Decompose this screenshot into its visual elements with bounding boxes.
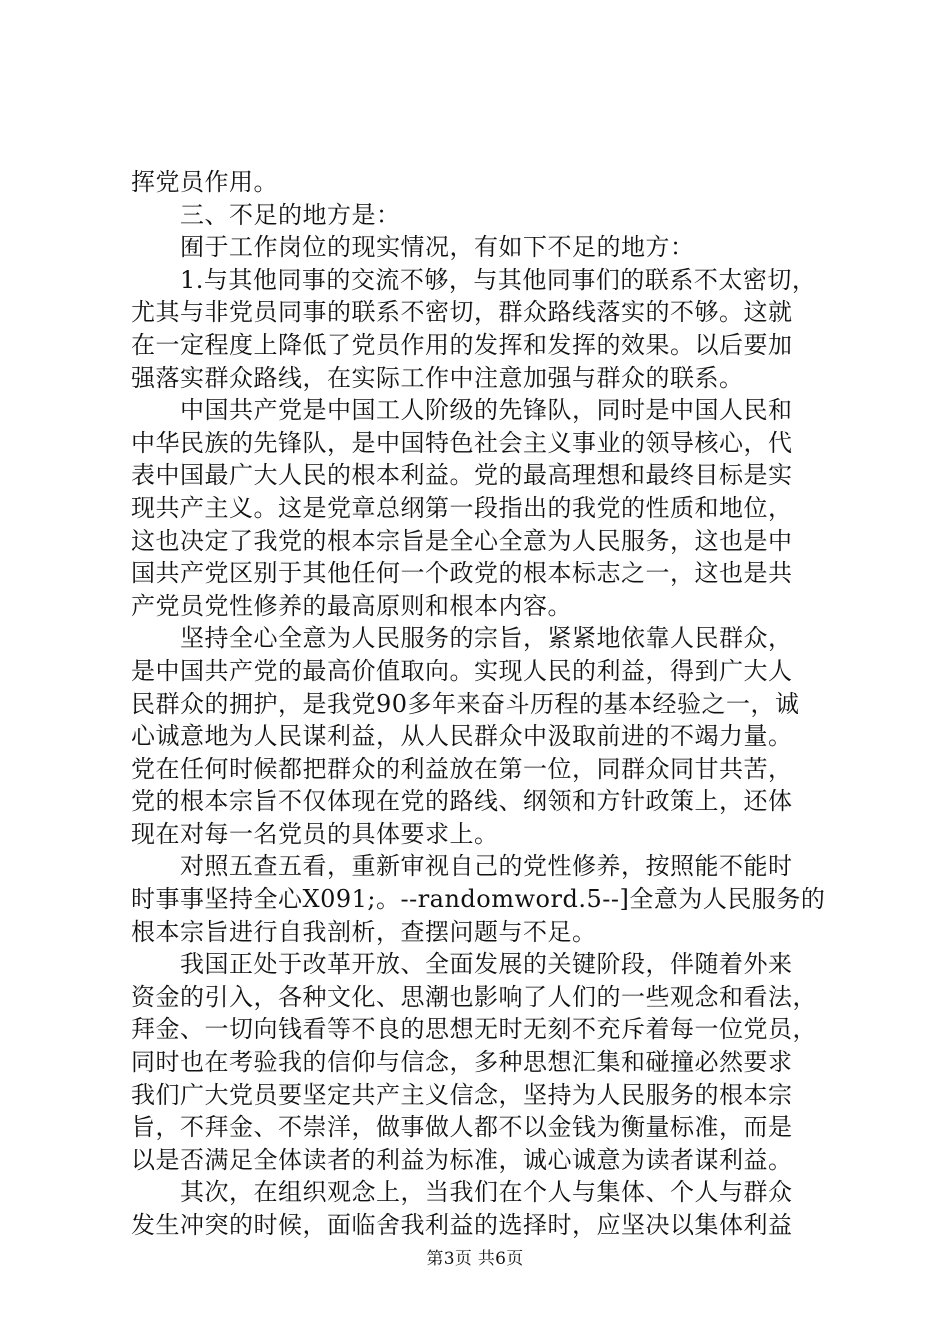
text-line: 党在任何时候都把群众的利益放在第一位，同群众同甘共苦， (131, 754, 793, 783)
text-line: 挥党员作用。 (131, 168, 278, 196)
text-line: 旨，不拜金、不崇洋，做事做人都不以金钱为衡量标准，而是 (131, 1113, 793, 1142)
text-line: 党的根本宗旨不仅体现在党的路线、纲领和方针政策上，还体 (131, 787, 793, 816)
text-line: 同时也在考验我的信仰与信念，多种思想汇集和碰撞必然要求 (131, 1048, 793, 1077)
text-line: 民群众的拥护，是我党90多年来奋斗历程的基本经验之一，诚 (131, 689, 800, 718)
document-body (131, 166, 837, 1242)
text-line: 囿于工作岗位的现实情况，有如下不足的地方： (180, 233, 695, 262)
text-line: 拜金、一切向钱看等不良的思想无时无刻不充斥着每一位党员， (131, 1015, 817, 1044)
text-line: 产党员党性修养的最高原则和根本内容。 (131, 591, 572, 620)
text-line: 尤其与非党员同事的联系不密切，群众路线落实的不够。这就 (131, 298, 793, 327)
text-line: 是中国共产党的最高价值取向。实现人民的利益，得到广大人 (131, 656, 793, 685)
text-line: 现在对每一名党员的具体要求上。 (131, 819, 499, 848)
text-line: 强落实群众路线，在实际工作中注意加强与群众的联系。 (131, 363, 744, 392)
text-line: 坚持全心全意为人民服务的宗旨，紧紧地依靠人民群众， (180, 624, 793, 653)
text-line: 这也决定了我党的根本宗旨是全心全意为人民服务，这也是中 (131, 526, 793, 555)
text-line: 中国共产党是中国工人阶级的先锋队，同时是中国人民和 (180, 396, 793, 425)
text-line: 中华民族的先锋队，是中国特色社会主义事业的领导核心，代 (131, 428, 793, 457)
text-line: 现共产主义。这是党章总纲第一段指出的我党的性质和地位， (131, 493, 793, 522)
text-line: 三、不足的地方是： (180, 200, 401, 229)
text-line: 我国正处于改革开放、全面发展的关键阶段，伴随着外来 (180, 950, 793, 979)
text-line: 表中国最广大人民的根本利益。党的最高理想和最终目标是实 (131, 461, 793, 490)
page-footer: 第3页 共6页 (426, 1249, 524, 1269)
text-line: 在一定程度上降低了党员作用的发挥和发挥的效果。以后要加 (131, 330, 793, 359)
text-line: 我们广大党员要坚定共产主义信念，坚持为人民服务的根本宗 (131, 1080, 793, 1109)
text-line: 国共产党区别于其他任何一个政党的根本标志之一，这也是共 (131, 559, 793, 588)
text-line: 以是否满足全体读者的利益为标准，诚心诚意为读者谋利益。 (131, 1145, 793, 1174)
text-line: 时事事坚持全心X091;。--randomword.5--]全意为人民服务的 (131, 885, 826, 914)
text-line: 其次，在组织观念上，当我们在个人与集体、个人与群众 (180, 1178, 793, 1207)
text-line: 心诚意地为人民谋利益，从人民群众中汲取前进的不竭力量。 (131, 722, 793, 751)
text-line: 对照五查五看，重新审视自己的党性修养，按照能不能时 (180, 852, 793, 881)
text-line: 1.与其他同事的交流不够，与其他同事们的联系不太密切， (180, 265, 817, 294)
text-line: 资金的引入，各种文化、思潮也影响了人们的一些观念和看法， (131, 982, 817, 1011)
text-line: 根本宗旨进行自我剖析，查摆问题与不足。 (131, 917, 597, 946)
text-line: 发生冲突的时候，面临舍我利益的选择时，应坚决以集体利益 (131, 1211, 793, 1239)
